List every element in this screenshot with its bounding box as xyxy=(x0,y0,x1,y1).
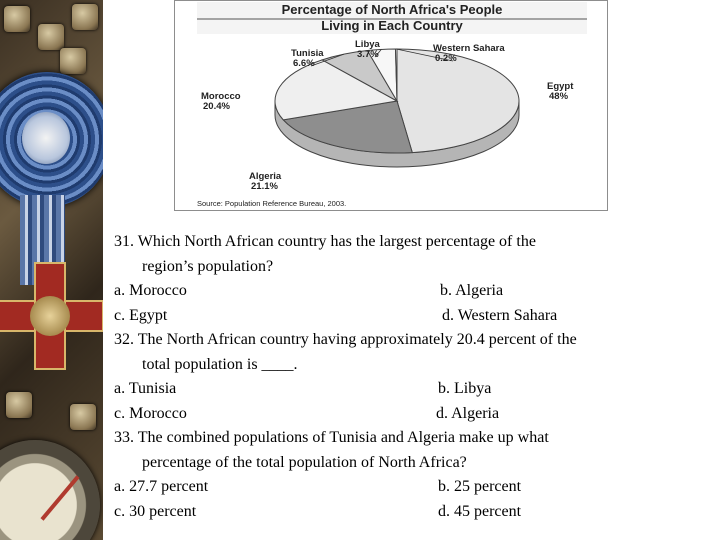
decorative-medals-image xyxy=(0,0,103,540)
question-31-options-row-2 xyxy=(114,304,714,329)
chart-title-line-2: Living in Each Country xyxy=(321,18,463,33)
pie-chart-figure xyxy=(174,0,608,211)
tile-icon xyxy=(6,392,32,418)
pie-value-label-libya: 3.7% xyxy=(357,49,379,60)
question-32-options-row-2 xyxy=(114,402,714,427)
pie-value-label-western-sahara: 0.2% xyxy=(435,53,457,64)
option-33-c: c. 30 percent xyxy=(114,502,197,520)
question-31-line-1: 31. Which North African country has the largest percentage of the xyxy=(114,233,536,250)
option-33-b: b. 25 percent xyxy=(438,478,522,495)
pie-value-label-tunisia: 6.6% xyxy=(293,58,315,69)
chart-title-line-1: Percentage of North Africa's People xyxy=(281,2,503,17)
question-31-options-row-1 xyxy=(114,279,714,304)
question-32-line-2: total population is ____. xyxy=(142,355,298,373)
question-31-line-2: region’s population? xyxy=(142,257,274,275)
tile-icon xyxy=(4,6,30,32)
pie-label-algeria: Algeria xyxy=(249,171,282,182)
option-32-c: c. Morocco xyxy=(114,404,187,422)
cross-medal-icon xyxy=(0,262,103,370)
pie-chart xyxy=(175,1,608,211)
question-33-line-1: 33. The combined populations of Tunisia and Algeria make up what xyxy=(114,429,549,446)
pie-label-western-sahara: Western Sahara xyxy=(433,43,505,54)
compass-icon xyxy=(0,440,100,540)
tile-icon xyxy=(60,48,86,74)
question-32-options-row-1 xyxy=(114,377,714,402)
option-31-b: b. Algeria xyxy=(440,282,504,299)
tile-icon xyxy=(38,24,64,50)
pie-label-morocco: Morocco xyxy=(201,91,241,102)
pie-label-tunisia: Tunisia xyxy=(291,48,324,59)
pie-value-label-algeria: 21.1% xyxy=(251,181,278,192)
option-32-b: b. Libya xyxy=(438,380,492,397)
pie-label-egypt: Egypt xyxy=(547,81,574,92)
question-33-options-row-2 xyxy=(114,500,714,525)
option-31-c: c. Egypt xyxy=(114,306,168,324)
option-31-a: a. Morocco xyxy=(114,282,187,299)
quiz-questions xyxy=(114,230,714,524)
pie-value-label-morocco: 20.4% xyxy=(203,101,230,112)
question-32-line-1: 32. The North African country having approximately 20.4 percent of the xyxy=(114,331,577,348)
option-33-d: d. 45 percent xyxy=(438,502,522,520)
option-32-a: a. Tunisia xyxy=(114,380,177,397)
medal-center-icon xyxy=(22,112,70,164)
option-33-a: a. 27.7 percent xyxy=(114,478,209,495)
option-31-d: d. Western Sahara xyxy=(442,306,558,324)
tile-icon xyxy=(70,404,96,430)
pie-label-libya: Libya xyxy=(355,39,380,50)
tile-icon xyxy=(72,4,98,30)
question-33-line-2: percentage of the total population of North Africa? xyxy=(142,453,467,471)
option-32-d: d. Algeria xyxy=(436,404,500,422)
question-33-options-row-1 xyxy=(114,475,714,500)
chart-source: Source: Population Reference Bureau, 2003. xyxy=(197,199,347,208)
pie-value-label-egypt: 48% xyxy=(549,91,569,102)
